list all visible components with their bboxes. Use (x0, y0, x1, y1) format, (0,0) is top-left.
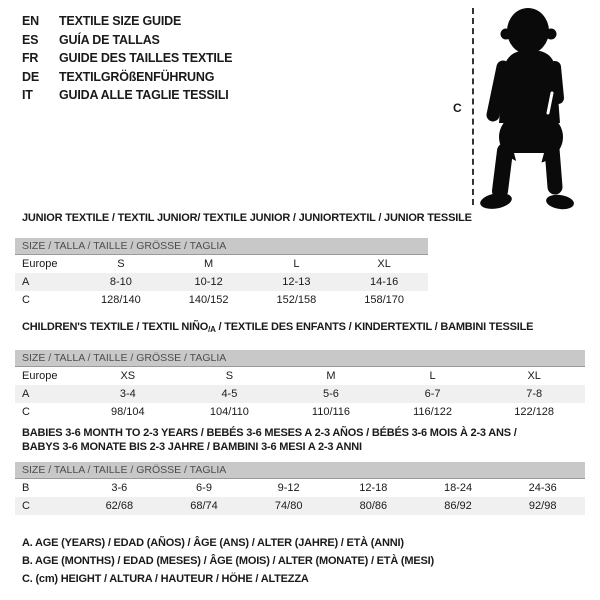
table-cell: 128/140 (100, 294, 141, 306)
silhouette-left-foot (479, 191, 513, 210)
baby-silhouette (478, 5, 598, 210)
table-cell: 12-18 (359, 482, 388, 494)
table-cell: 3-4 (119, 388, 136, 400)
table-cell: XS (120, 370, 136, 382)
table-cell: M (204, 258, 214, 270)
table-cell: 140/152 (188, 294, 229, 306)
table-cell: 104/110 (209, 406, 249, 418)
table-cell: 10-12 (194, 276, 223, 288)
table-cell: 68/74 (190, 500, 218, 512)
silhouette-right-foot (545, 193, 575, 210)
silhouette-right-arm (555, 67, 558, 98)
language-row (22, 49, 232, 68)
language-row (22, 68, 232, 87)
language-row (22, 12, 232, 31)
size-table (15, 350, 585, 421)
silhouette-head (507, 8, 549, 54)
legend-note: B. AGE (MONTHS) / EDAD (MESES) / ÂGE (MOIS) / ALTER (MONATE) / ETÀ (MESI) (22, 555, 434, 567)
section-title-line: BABIES 3-6 MONTH TO 2-3 YEARS / BEBÉS 3-6 MESES A 2-3 AÑOS / BÉBÉS 3-6 MOIS À 2-3 ANS / (22, 427, 517, 439)
table-cell: L (293, 258, 300, 270)
table-cell: S (117, 258, 125, 270)
row-label: Europe (22, 370, 58, 382)
table-row (15, 403, 585, 421)
babies-textile-section (15, 426, 585, 515)
table-row (15, 497, 585, 515)
row-label: C (22, 406, 30, 418)
language-title: GUIDA ALLE TAGLIE TESSILI (59, 88, 229, 103)
silhouette-left-leg (500, 151, 505, 191)
language-list (22, 12, 232, 105)
language-row (22, 86, 232, 105)
section-title-line: JUNIOR TEXTILE / TEXTIL JUNIOR/ TEXTILE JUNIOR / JUNIORTEXTIL / JUNIOR TESSILE (22, 212, 472, 224)
table-cell: XL (377, 258, 391, 270)
table-cell: 86/92 (444, 500, 472, 512)
table-cell: 12-13 (282, 276, 311, 288)
table-cell: 110/116 (311, 406, 351, 418)
table-cell: 24-36 (528, 482, 557, 494)
row-label: A (22, 276, 30, 288)
silhouette-right-leg (552, 149, 555, 187)
row-label: C (22, 294, 30, 306)
title-post: / TEXTILE DES ENFANTS / KINDERTEXTIL / BAMBINI TESSILE (215, 321, 534, 333)
table-cell: 6-9 (196, 482, 212, 494)
table-cell: 122/128 (514, 406, 555, 418)
section-title-line: BABYS 3-6 MONATE BIS 2-3 JAHRE / BAMBINI 3-6 MESI A 2-3 ANNI (22, 441, 362, 453)
row-label: C (22, 500, 30, 512)
table-cell: 152/158 (276, 294, 317, 306)
table-cell: 4-5 (221, 388, 238, 400)
children-textile-section (15, 320, 585, 421)
table-cell: 9-12 (277, 482, 300, 494)
table-cell: 3-6 (111, 482, 128, 494)
section-title (15, 426, 585, 454)
language-code: EN (22, 14, 39, 28)
table-cell: 7-8 (526, 388, 543, 400)
title-subscript: /A (208, 325, 216, 334)
language-title: TEXTILGRÖßENFÜHRUNG (59, 69, 215, 84)
row-label: B (22, 482, 30, 494)
row-label: A (22, 388, 30, 400)
language-title: GUIDE DES TAILLES TEXTILE (59, 51, 233, 66)
table-cell: 18-24 (443, 482, 473, 494)
table-row (15, 273, 428, 291)
language-code: IT (22, 88, 33, 103)
legend-notes (22, 534, 434, 588)
table-row (15, 255, 428, 273)
language-code: ES (22, 32, 39, 47)
junior-textile-section (15, 211, 585, 309)
table-cell: 5-6 (323, 388, 339, 400)
silhouette-crotch-gap (514, 153, 544, 209)
language-code: DE (22, 69, 39, 84)
table-cell: 8-10 (109, 276, 132, 288)
section-title (15, 211, 585, 225)
table-cell: 80/86 (359, 500, 388, 512)
table-row (15, 367, 585, 385)
size-table-header: SIZE / TALLA / TAILLE / GRÖSSE / TAGLIA (15, 238, 428, 255)
table-cell: 14-16 (370, 276, 399, 288)
table-cell: 62/68 (105, 500, 134, 512)
legend-note: A. AGE (YEARS) / EDAD (AÑOS) / ÂGE (ANS) / ALTER (JAHRE) / ETÀ (ANNI) (22, 537, 404, 549)
table-row (15, 385, 585, 403)
section-title (15, 320, 585, 337)
size-table-header: SIZE / TALLA / TAILLE / GRÖSSE / TAGLIA (15, 350, 585, 367)
table-row (15, 479, 585, 497)
table-cell: 6-7 (424, 388, 441, 400)
size-table (15, 462, 585, 515)
table-cell: M (326, 370, 336, 382)
language-row (22, 31, 232, 50)
table-cell: XL (527, 370, 541, 382)
height-measure-label: C (453, 101, 462, 115)
table-cell: 116/122 (413, 406, 453, 418)
language-code: FR (22, 51, 39, 66)
size-table-header: SIZE / TALLA / TAILLE / GRÖSSE / TAGLIA (15, 462, 585, 479)
table-cell: L (429, 370, 436, 382)
table-cell: 158/170 (364, 294, 404, 306)
table-cell: 92/98 (528, 500, 557, 512)
section-title-line (22, 320, 585, 337)
size-table (15, 238, 428, 309)
language-title: TEXTILE SIZE GUIDE (59, 14, 182, 28)
figure-area (440, 0, 600, 215)
table-row (15, 291, 428, 309)
language-title: GUÍA DE TALLAS (59, 32, 160, 47)
legend-note: C. (cm) HEIGHT / ALTURA / HAUTEUR / HÖHE / ALTEZZA (22, 573, 309, 585)
table-cell: 98/104 (110, 406, 145, 418)
title-pre: CHILDREN'S TEXTILE / TEXTIL NIÑO (22, 321, 209, 333)
table-cell: S (225, 370, 234, 382)
table-cell: 74/80 (274, 500, 303, 512)
row-label: Europe (22, 258, 58, 270)
height-measure-dashed-line (472, 8, 474, 205)
